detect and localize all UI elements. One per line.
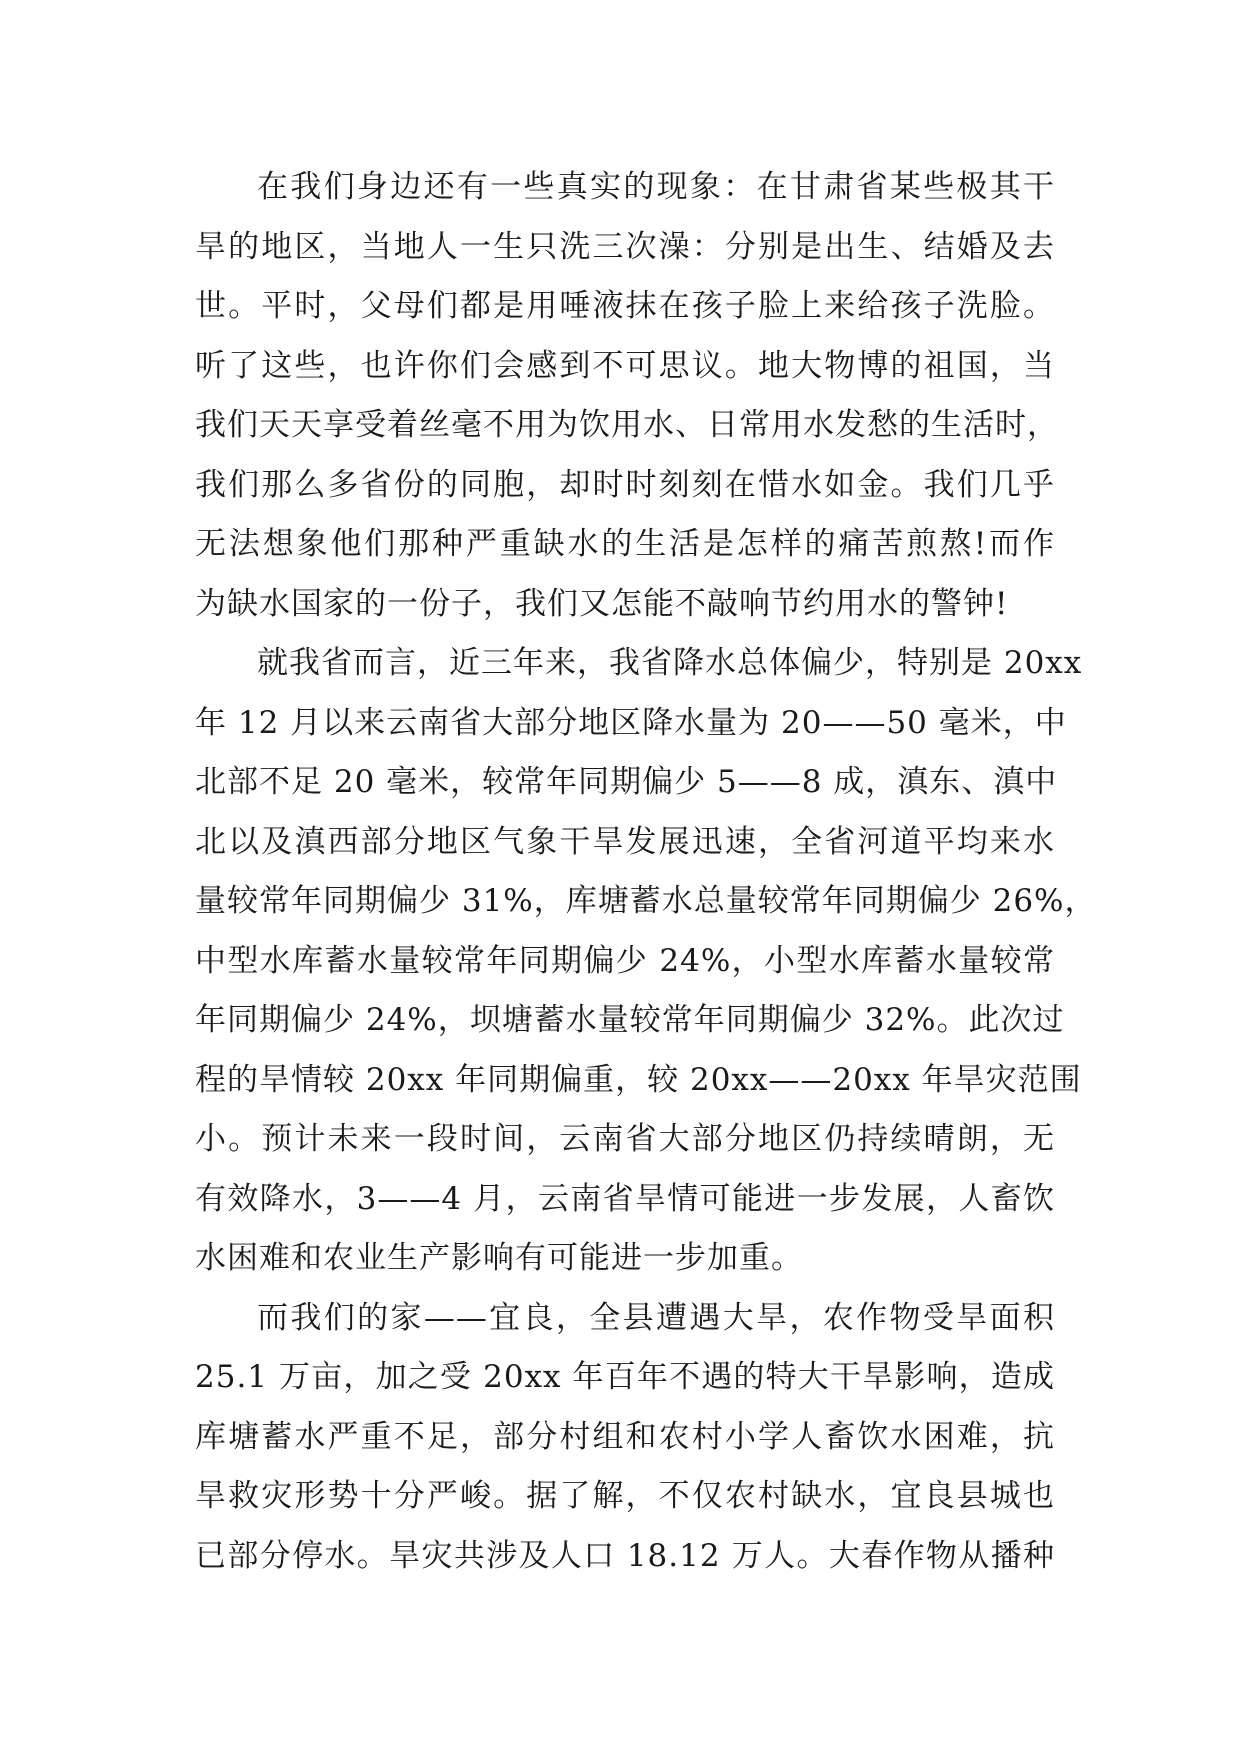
text-line: 中型水库蓄水量较常年同期偏少 24%，小型水库蓄水量较常	[195, 942, 1055, 979]
text-line: 年 12 月以来云南省大部分地区降水量为 20——50 毫米，中	[195, 704, 1067, 741]
text-line: 量较常年同期偏少 31%，库塘蓄水总量较常年同期偏少 26%，	[195, 883, 1097, 919]
text-line: 就我省而言，近三年来，我省降水总体偏少，特别是 20xx	[257, 645, 1083, 681]
text-line: 旱的地区，当地人一生只洗三次澡：分别是出生、结婚及去	[195, 228, 1055, 265]
body-text	[195, 158, 1097, 1586]
text-line: 水困难和农业生产影响有可能进一步加重。	[195, 1240, 803, 1276]
text-line: 为缺水国家的一份子，我们又怎能不敲响节约用水的警钟!	[195, 585, 1009, 622]
text-line: 25.1 万亩，加之受 20xx 年百年不遇的特大干旱影响，造成	[195, 1359, 1055, 1395]
text-line: 已部分停水。旱灾共涉及人口 18.12 万人。大春作物从播种	[195, 1537, 1055, 1574]
text-line: 在我们身边还有一些真实的现象：在甘肃省某些极其干	[257, 169, 1055, 205]
text-line: 世。平时，父母们都是用唾液抹在孩子脸上来给孩子洗脸。	[195, 288, 1055, 324]
text-line: 库塘蓄水严重不足，部分村组和农村小学人畜饮水困难，抗	[195, 1418, 1055, 1455]
text-line: 年同期偏少 24%，坝塘蓄水量较常年同期偏少 32%。此次过	[195, 1002, 1065, 1038]
text-line: 我们天天享受着丝毫不用为饮用水、日常用水发愁的生活时，	[195, 407, 1059, 443]
text-line: 听了这些，也许你们会感到不可思议。地大物博的祖国，当	[195, 347, 1055, 384]
text-line: 北部不足 20 毫米，较常年同期偏少 5——8 成，滇东、滇中	[195, 764, 1058, 800]
text-line: 无法想象他们那种严重缺水的生活是怎样的痛苦煎熬!而作	[195, 526, 1055, 562]
text-line: 旱救灾形势十分严峻。据了解，不仅农村缺水，宜良县城也	[195, 1478, 1055, 1514]
text-line: 我们那么多省份的同胞，却时时刻刻在惜水如金。我们几乎	[195, 466, 1055, 503]
text-line: 小。预计未来一段时间，云南省大部分地区仍持续晴朗，无	[195, 1121, 1055, 1157]
text-line: 北以及滇西部分地区气象干旱发展迅速，全省河道平均来水	[195, 823, 1055, 860]
text-line: 而我们的家——宜良，全县遭遇大旱，农作物受旱面积	[257, 1299, 1055, 1336]
text-line: 程的旱情较 20xx 年同期偏重，较 20xx——20xx 年旱灾范围	[195, 1061, 1082, 1098]
text-line: 有效降水，3——4 月，云南省旱情可能进一步发展，人畜饮	[195, 1180, 1055, 1217]
